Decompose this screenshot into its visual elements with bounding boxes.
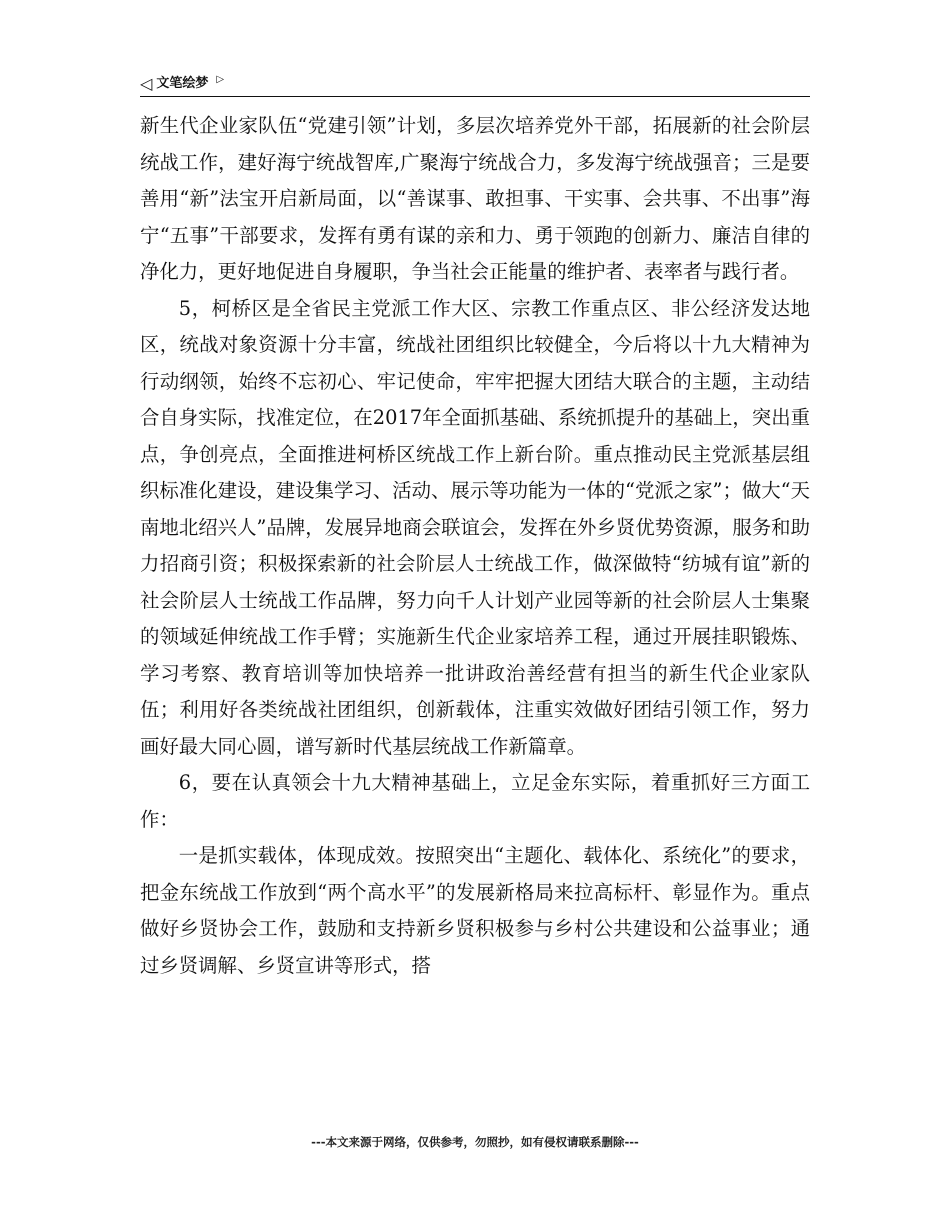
page-header (140, 72, 810, 97)
triangle-left-icon: ◁ (140, 74, 153, 93)
header-brand: 文笔绘梦 (156, 76, 209, 91)
document-body (140, 108, 810, 984)
paragraph-point-one: 一是抓实载体，体现成效。按照突出“主题化、载体化、系统化”的要求，把金东统战工作放到“两个高水平”的发展新格局来拉高标杆、彰显作为。重点做好乡贤协会工作，鼓励和支持新乡贤积极参与乡村公共建设和公益事业；通过乡贤调解、乡贤宣讲等形式，搭 (140, 844, 810, 977)
triangle-right-icon: ▷ (216, 74, 225, 85)
footer-disclaimer: ---本文来源于网络，仅供参考，勿照抄，如有侵权请联系删除--- (311, 1135, 639, 1149)
paragraph-continuation: 新生代企业家队伍“党建引领”计划，多层次培养党外干部，拓展新的社会阶层统战工作，建好海宁统战智库,广聚海宁统战合力，多发海宁统战强音；三是要善用“新”法宝开启新局面，以“善谋事、敢担事、干实事、会共事、不出事”海宁“五事”干部要求，发挥有勇有谋的亲和力、勇于领跑的创新力、廉洁自律的净化力，更好地促进自身履职，争当社会正能量的维护者、表率者与践行者。 (140, 114, 810, 283)
paragraph-item-6: 6，要在认真领会十九大精神基础上，立足金东实际，着重抓好三方面工作： (140, 771, 810, 831)
paragraph-item-5: 5，柯桥区是全省民主党派工作大区、宗教工作重点区、非公经济发达地区，统战对象资源十分丰富，统战社团组织比较健全，今后将以十九大精神为行动纲领，始终不忘初心、牢记使命，牢牢把握大团结大联合的主题，主动结合自身实际，找准定位，在2017年全面抓基础、系统抓提升的基础上，突出重点，争创亮点，全面推进柯桥区统战工作上新台阶。重点推动民主党派基层组织标准化建设，建设集学习、活动、展示等功能为一体的“党派之家”；做大“天南地北绍兴人”品牌，发展异地商会联谊会，发挥在外乡贤优势资源，服务和助力招商引资；积极探索新的社会阶层人士统战工作，做深做特“纺城有谊”新的社会阶层人士统战工作品牌，努力向千人计划产业园等新的社会阶层人士集聚的领域延伸统战工作手臂；实施新生代企业家培养工程，通过开展挂职锻炼、学习考察、教育培训等加快培养一批讲政治善经营有担当的新生代企业家队伍；利用好各类统战社团组织，创新载体，注重实效做好团结引领工作，努力画好最大同心圆，谱写新时代基层统战工作新篇章。 (140, 296, 810, 758)
